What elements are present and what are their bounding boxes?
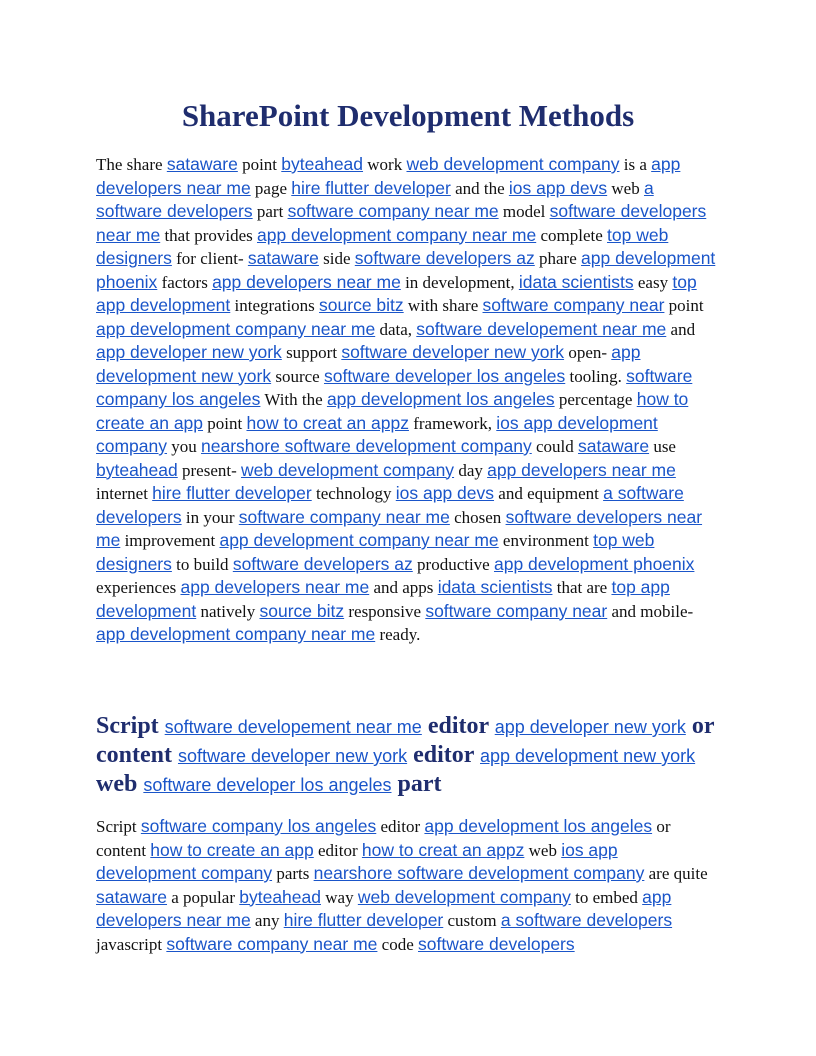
body-text: ready. [375, 625, 421, 644]
body-text: javascript [96, 934, 167, 954]
inline-link[interactable]: app developer new york [494, 717, 686, 737]
inline-link[interactable]: software company near [482, 295, 665, 315]
body-text: support [281, 343, 342, 362]
inline-link[interactable]: sataware [96, 886, 168, 907]
body-text: that are [552, 578, 612, 597]
body-text: internet [96, 484, 153, 503]
inline-link[interactable]: app developers near me [180, 577, 370, 597]
body-text: easy [633, 272, 673, 292]
inline-link[interactable]: web development company [357, 886, 571, 907]
body-text: point [237, 155, 282, 174]
body-text: source [271, 366, 324, 386]
inline-link[interactable]: byteahead [281, 154, 364, 174]
body-text: web [607, 178, 644, 198]
body-text: open- [564, 343, 612, 362]
body-text: productive [412, 554, 494, 574]
body-text: use [649, 437, 676, 456]
body-text: with share [403, 296, 483, 315]
body-text: editor [421, 713, 495, 739]
inline-link[interactable]: ios app development company [96, 412, 658, 456]
body-text: to build [171, 554, 233, 574]
body-text: point [664, 296, 704, 315]
body-text: editor [313, 840, 362, 860]
inline-link[interactable]: app development phoenix [493, 553, 695, 574]
inline-link[interactable]: top app development [96, 271, 697, 315]
body-text: percentage [554, 390, 637, 409]
body-text: a popular [167, 887, 240, 907]
body-text: code [377, 934, 419, 954]
inline-link[interactable]: software company near me [166, 933, 378, 954]
body-text: way [321, 887, 358, 907]
body-text: is a [619, 155, 652, 174]
body-text: part [391, 771, 442, 797]
body-text: parts [272, 864, 314, 883]
inline-link[interactable]: how to creat an appz [246, 412, 409, 433]
inline-link[interactable]: software developer new york [341, 342, 565, 362]
inline-link[interactable]: app developers near me [487, 459, 676, 480]
inline-link[interactable]: software developement near me [164, 717, 422, 737]
body-text: or content [96, 713, 715, 768]
body-text: that provides [160, 225, 257, 245]
body-text: factors [157, 272, 213, 292]
inline-link[interactable]: app development new york [480, 746, 696, 766]
inline-link[interactable]: top web designers [96, 224, 669, 268]
body-text: phare [534, 249, 582, 268]
inline-link[interactable]: app development company near me [219, 530, 499, 550]
inline-link[interactable]: app development new york [96, 342, 641, 386]
body-text: part [252, 202, 288, 221]
inline-link[interactable]: hire flutter developer [283, 910, 444, 930]
body-text: and [666, 319, 696, 339]
body-text: natively [196, 601, 260, 621]
inline-link[interactable]: app development phoenix [96, 248, 716, 292]
inline-link[interactable]: idata scientists [437, 577, 553, 597]
body-text: to embed [570, 887, 643, 907]
inline-link[interactable]: hire flutter developer [152, 483, 312, 503]
body-paragraph-script-editor [96, 815, 720, 956]
inline-link[interactable]: source bitz [259, 600, 345, 621]
inline-link[interactable]: top app development [96, 577, 670, 621]
inline-link[interactable]: how to create an app [96, 389, 689, 433]
inline-link[interactable]: source bitz [319, 295, 404, 315]
inline-link[interactable]: software developer los angeles [323, 365, 566, 386]
body-text: could [531, 437, 579, 456]
body-text: and apps [369, 578, 438, 597]
inline-link[interactable]: software developers az [354, 248, 535, 268]
body-text: page [250, 178, 292, 198]
inline-link[interactable]: sataware [166, 154, 238, 174]
inline-link[interactable]: byteahead [239, 886, 321, 907]
inline-link[interactable]: app developers near me [212, 271, 401, 292]
inline-link[interactable]: app developers near me [96, 886, 672, 930]
body-text: editor [407, 742, 480, 768]
body-text: and equipment [494, 484, 604, 503]
body-text: for client- [171, 249, 248, 268]
body-text: chosen [449, 507, 506, 527]
body-text: or content [96, 817, 671, 860]
body-text: web [96, 771, 144, 797]
body-text: work [363, 155, 407, 174]
inline-link[interactable]: app development company near me [96, 318, 376, 339]
body-text: With the [260, 390, 327, 409]
inline-link[interactable]: software developers az [232, 553, 413, 574]
inline-link[interactable]: how to creat an appz [361, 839, 525, 860]
inline-link[interactable]: nearshore software development company [201, 436, 532, 456]
inline-link[interactable]: byteahead [96, 459, 178, 480]
inline-link[interactable]: software company near [425, 600, 608, 621]
inline-link[interactable]: software developer new york [177, 746, 408, 766]
inline-link[interactable]: app developers near me [96, 154, 681, 198]
body-text: web [524, 840, 562, 860]
body-text: technology [311, 484, 396, 503]
inline-link[interactable]: software developers [418, 933, 575, 954]
inline-link[interactable]: hire flutter developer [291, 177, 451, 198]
body-text: integrations [230, 296, 320, 315]
body-text: data, [375, 319, 417, 339]
section-heading [96, 712, 720, 799]
body-paragraph-intro [96, 153, 720, 647]
body-text: in your [181, 507, 239, 527]
inline-link[interactable]: software company near me [287, 201, 499, 221]
inline-link[interactable]: idata scientists [518, 271, 634, 292]
inline-link[interactable]: software company los angeles [140, 816, 377, 836]
inline-link[interactable]: software developement near me [416, 318, 667, 339]
body-text: tooling. [565, 366, 627, 386]
inline-link[interactable]: ios app devs [395, 483, 495, 503]
inline-link[interactable]: a software developers [96, 483, 684, 527]
inline-link[interactable]: web development company [241, 459, 455, 480]
body-text: you [167, 437, 202, 456]
body-text: and the [450, 178, 509, 198]
body-text: present- [177, 460, 242, 480]
inline-link[interactable]: nearshore software development company [313, 863, 645, 883]
body-text: editor [376, 817, 425, 836]
body-text: point [203, 413, 247, 433]
body-text: experiences [96, 578, 181, 597]
inline-link[interactable]: ios app devs [508, 177, 608, 198]
inline-link[interactable]: a software developers [500, 910, 673, 930]
inline-link[interactable]: software developers near me [96, 506, 703, 550]
inline-link[interactable]: app development los angeles [424, 816, 653, 836]
inline-link[interactable]: software company los angeles [96, 365, 693, 409]
inline-link[interactable]: ios app development company [96, 839, 618, 883]
inline-link[interactable]: software developers near me [96, 201, 707, 245]
body-text: Script [96, 817, 141, 836]
body-text: are quite [644, 864, 708, 883]
body-text: custom [443, 911, 501, 930]
inline-link[interactable]: sataware [578, 436, 650, 456]
body-text: framework, [408, 413, 497, 433]
body-text: Script [96, 713, 165, 739]
body-text: day [454, 460, 488, 480]
inline-link[interactable]: software developer los angeles [143, 775, 392, 795]
page-title: SharePoint Development Methods [181, 98, 635, 133]
inline-link[interactable]: how to create an app [150, 839, 314, 860]
inline-link[interactable]: app development los angeles [326, 389, 555, 409]
body-text: responsive [344, 601, 426, 621]
inline-link[interactable]: app developer new york [96, 342, 282, 362]
body-text: in development, [400, 272, 519, 292]
body-text: and mobile- [607, 601, 694, 621]
body-text: side [318, 249, 355, 268]
inline-link[interactable]: a software developers [96, 177, 654, 221]
body-text: improvement [120, 531, 220, 550]
body-text: environment [498, 531, 594, 550]
inline-link[interactable]: sataware [247, 248, 319, 268]
inline-link[interactable]: top web designers [96, 530, 655, 574]
inline-link[interactable]: software company near me [238, 506, 450, 527]
body-text: any [250, 911, 284, 930]
inline-link[interactable]: app development company near me [96, 624, 376, 644]
body-text: The share [96, 155, 167, 174]
body-text: model [498, 202, 550, 221]
body-text: complete [536, 225, 608, 245]
inline-link[interactable]: web development company [406, 154, 620, 174]
inline-link[interactable]: app development company near me [257, 224, 537, 245]
